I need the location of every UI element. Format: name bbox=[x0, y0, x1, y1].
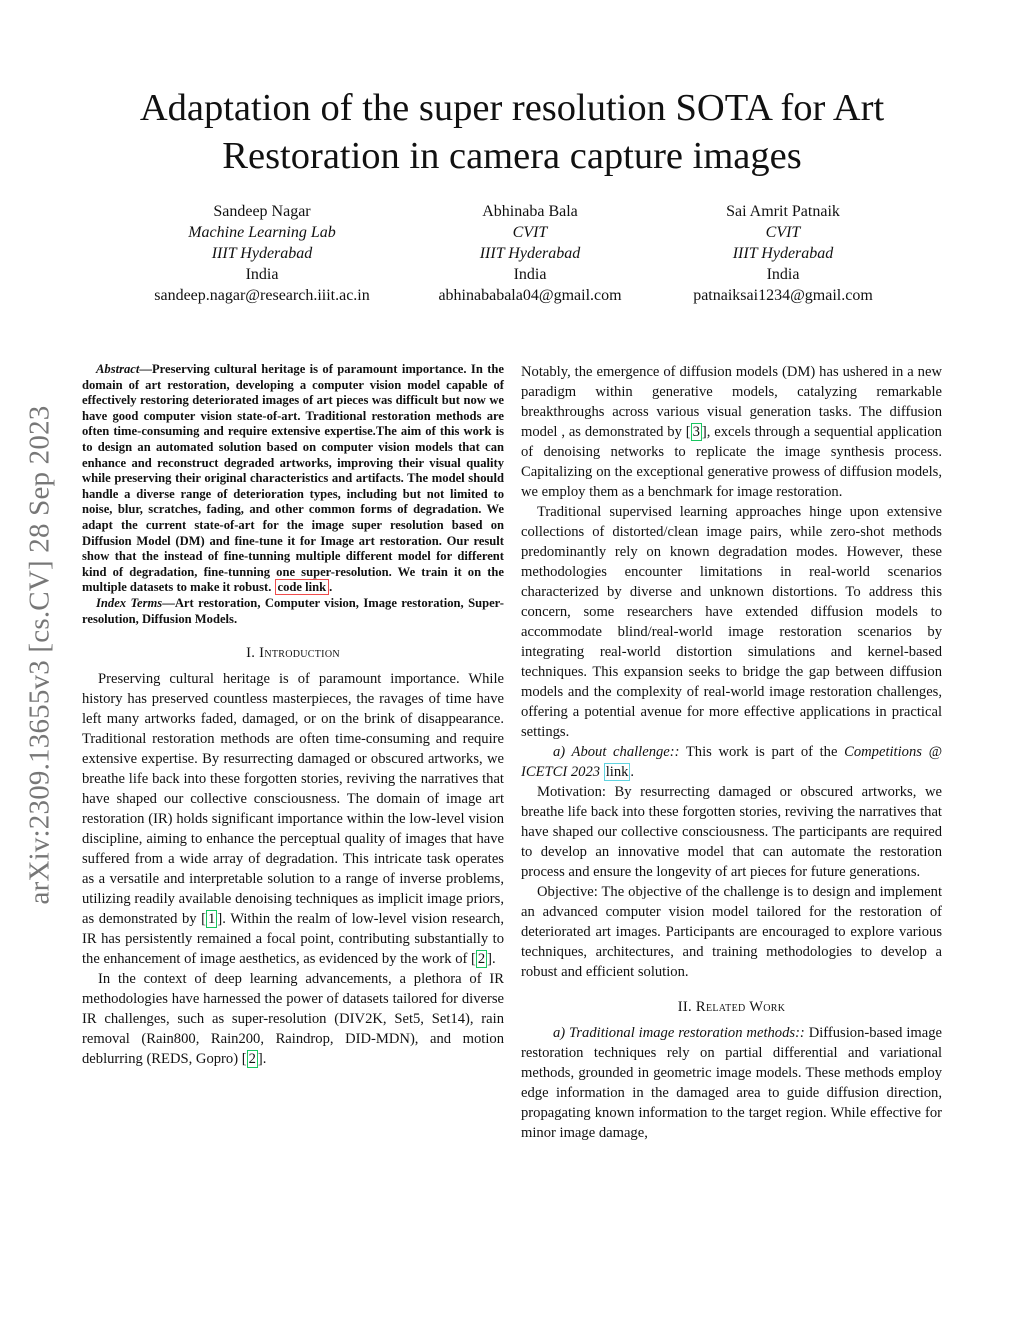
motivation-paragraph: Motivation: By resurrecting damaged or obscured artworks, we breathe life back into these forgotten stories, reviving the narratives that have shaped our collective consciousness. The participants are required to develop an innovative model that can automate the restoration process and ensure the longevity of art pieces for future generations. bbox=[521, 784, 942, 880]
abstract-label: Abstract bbox=[96, 362, 140, 376]
author-affiliation: CVIT bbox=[512, 224, 548, 241]
right-column bbox=[521, 362, 942, 1143]
paper-title bbox=[80, 84, 944, 180]
author-affiliation: Machine Learning Lab bbox=[188, 224, 336, 241]
author-name: Abhinaba Bala bbox=[482, 203, 578, 220]
author-country: India bbox=[245, 266, 279, 283]
about-challenge-text: This work is part of the bbox=[679, 744, 845, 760]
about-challenge-paragraph bbox=[521, 742, 942, 782]
author-email: patnaiksai1234@gmail.com bbox=[693, 287, 873, 304]
about-challenge-heading: a) About challenge:: bbox=[553, 744, 680, 760]
challenge-end: . bbox=[630, 764, 635, 780]
citation-4[interactable]: 3 bbox=[692, 424, 700, 440]
right-paragraph-2: Traditional supervised learning approaches hinge upon extensive collections of distorted/clean image pairs, while zero-shot methods predominantly rely on known degradation modes. However, these methodologies encounter limitations in real-world scenarios characterized by diverse and unknown distortions. To address this concern, some researchers have extended diffusion models to accommodate blind/real-world image restoration scenarios by integrating real-world distortion simulations and kernel-based techniques. This expansion seeks to bridge the gap between diffusion models and the complexity of real-world image restoration challenges, offering a potential avenue for more effective applications in practical settings. bbox=[521, 504, 942, 740]
code-link[interactable]: code link bbox=[275, 579, 330, 595]
traditional-methods-text: Diffusion-based image restoration techniques rely on partial differential and variational methods, grounded in geometric image models. These methods employ edge information in the damaged area to guide diffusion direction, propagating known information to the target region. While effective for minor image damage, bbox=[521, 1025, 943, 1141]
author-institute: IIIT Hyderabad bbox=[732, 245, 834, 262]
left-column bbox=[82, 362, 504, 1069]
index-terms-label: Index Terms bbox=[96, 595, 163, 610]
intro-p1-part-c: ]. bbox=[487, 951, 496, 968]
objective-paragraph: Objective: The objective of the challenge is to design and implement an advanced computer vision model tailored for the restoration of deteriorated art images. Participants are encouraged to explore various techniques, architectures, and training methodologies to develop a robust and efficient solution. bbox=[521, 884, 942, 980]
author-block-1 bbox=[132, 201, 392, 306]
intro-paragraph-2 bbox=[82, 969, 504, 1069]
author-country: India bbox=[766, 266, 800, 283]
intro-p2-part-b: ]. bbox=[257, 1051, 267, 1068]
author-email: sandeep.nagar@research.iiit.ac.in bbox=[154, 287, 370, 304]
author-name: Sai Amrit Patnaik bbox=[726, 203, 840, 220]
competition-name: Competitions @ ICETCI 2023 bbox=[521, 744, 942, 780]
title-line-2: Restoration in camera capture images bbox=[222, 135, 802, 177]
section-1-title: I. Introduction bbox=[246, 645, 340, 662]
intro-p2-part-a: In the context of deep learning advancements, a plethora of IR methodologies have harnessed the power of datasets tailored for diverse IR challenges, such as super-resolution (DIV2K, Set5, Set14), rain removal (Rain800, Rain200, Raindrop, DID-MDN), and motion deblurring (REDS, Gopro) [ bbox=[82, 971, 504, 1068]
author-country: India bbox=[513, 266, 547, 283]
author-block-3 bbox=[653, 201, 913, 306]
title-line-1: Adaptation of the super resolution SOTA for Art bbox=[139, 87, 885, 129]
intro-p1-part-a: Preserving cultural heritage is of paramount importance. While history has preserved countless masterpieces, the ravages of time have left many artworks faded, damaged, or on the brink of disappearance. Traditional restoration methods are often time-consuming and require extensive expertise. By resurrecting damaged or obscured artworks, we breathe life back into these forgotten stories, reviving the narratives that have shaped our collective consciousness. The domain of image art restoration (IR) holds significant importance within the low-level vision discipline, aiming to enhance the perceptual quality of images that have suffered from a wide array of degradation. This intricate task operates as a versatile and interpretable solution to a range of inverse problems, utilizing readily available denoising techniques as implicit image priors, as demonstrated by [ bbox=[82, 671, 504, 928]
right-p1-part-b: ], excels through a sequential application of denoising networks to replicate the image synthesis process. Capitalizing on the exceptional generative prowess of diffusion models, we employ them as a benchmark for image restoration. bbox=[521, 424, 942, 500]
right-paragraph-1 bbox=[521, 362, 942, 502]
citation-3[interactable]: 2 bbox=[248, 1051, 256, 1068]
index-terms-text: —Art restoration, Computer vision, Image restoration, Super-resolution, Diffusion Models. bbox=[82, 595, 504, 626]
author-name: Sandeep Nagar bbox=[213, 203, 311, 220]
traditional-methods-paragraph bbox=[521, 1023, 942, 1143]
abstract-text: —Preserving cultural heritage is of paramount importance. In the domain of art restoration, developing a computer vision model capable of effectively restoring deteriorated images of art pieces was difficult but now we have good computer vision state-of-art. Traditional restoration methods are often time-consuming and require extensive expertise.The aim of this work is to design an automated solution based on computer vision models that can enhance and reconstruct degraded artworks, improving their visual quality while preserving their original characteristics and artifacts. The model should handle a diverse range of deterioration types, including but not limited to noise, blur, scratches, fading, and other common forms of degradation. We adapt the current state-of-art for the image super resolution based on Diffusion Model (DM) and fine-tune it for Image art restoration. Our result show that the instead of fine-tunning multiple different model for different kind of degradation, fine-tunning one super-resolution. We train it on the multiple datasets to make it robust. bbox=[82, 362, 504, 595]
author-institute: IIIT Hyderabad bbox=[479, 245, 581, 262]
author-email: abhinababala04@gmail.com bbox=[438, 287, 622, 304]
author-institute: IIIT Hyderabad bbox=[211, 245, 313, 262]
challenge-link[interactable]: link bbox=[605, 764, 629, 780]
abstract bbox=[82, 362, 504, 627]
author-block-2 bbox=[400, 201, 660, 306]
citation-2[interactable]: 2 bbox=[477, 951, 486, 968]
section-2-title: II. Related Work bbox=[677, 999, 786, 1015]
arxiv-id: arXiv:2309.13655v3 [cs.CV] 28 Sep 2023 bbox=[23, 405, 56, 905]
author-affiliation: CVIT bbox=[765, 224, 801, 241]
right-p1-part-a: Notably, the emergence of diffusion models (DM) has ushered in a new paradigm within generative models, catalyzing remarkable breakthroughs across various visual generation tasks. The diffusion model , as demonstrated by [ bbox=[521, 364, 942, 440]
citation-1[interactable]: 1 bbox=[208, 911, 216, 928]
intro-paragraph-1 bbox=[82, 669, 504, 969]
arxiv-watermark bbox=[10, 360, 70, 950]
abstract-end: . bbox=[329, 580, 333, 595]
intro-p1-part-b: ]. Within the realm of low-level vision research, IR has persistently remained a focal point, contributing substantially to the enhancement of image aesthetics, as evidenced by the work of [ bbox=[82, 911, 504, 968]
traditional-methods-heading: a) Traditional image restoration methods:: bbox=[553, 1025, 805, 1041]
